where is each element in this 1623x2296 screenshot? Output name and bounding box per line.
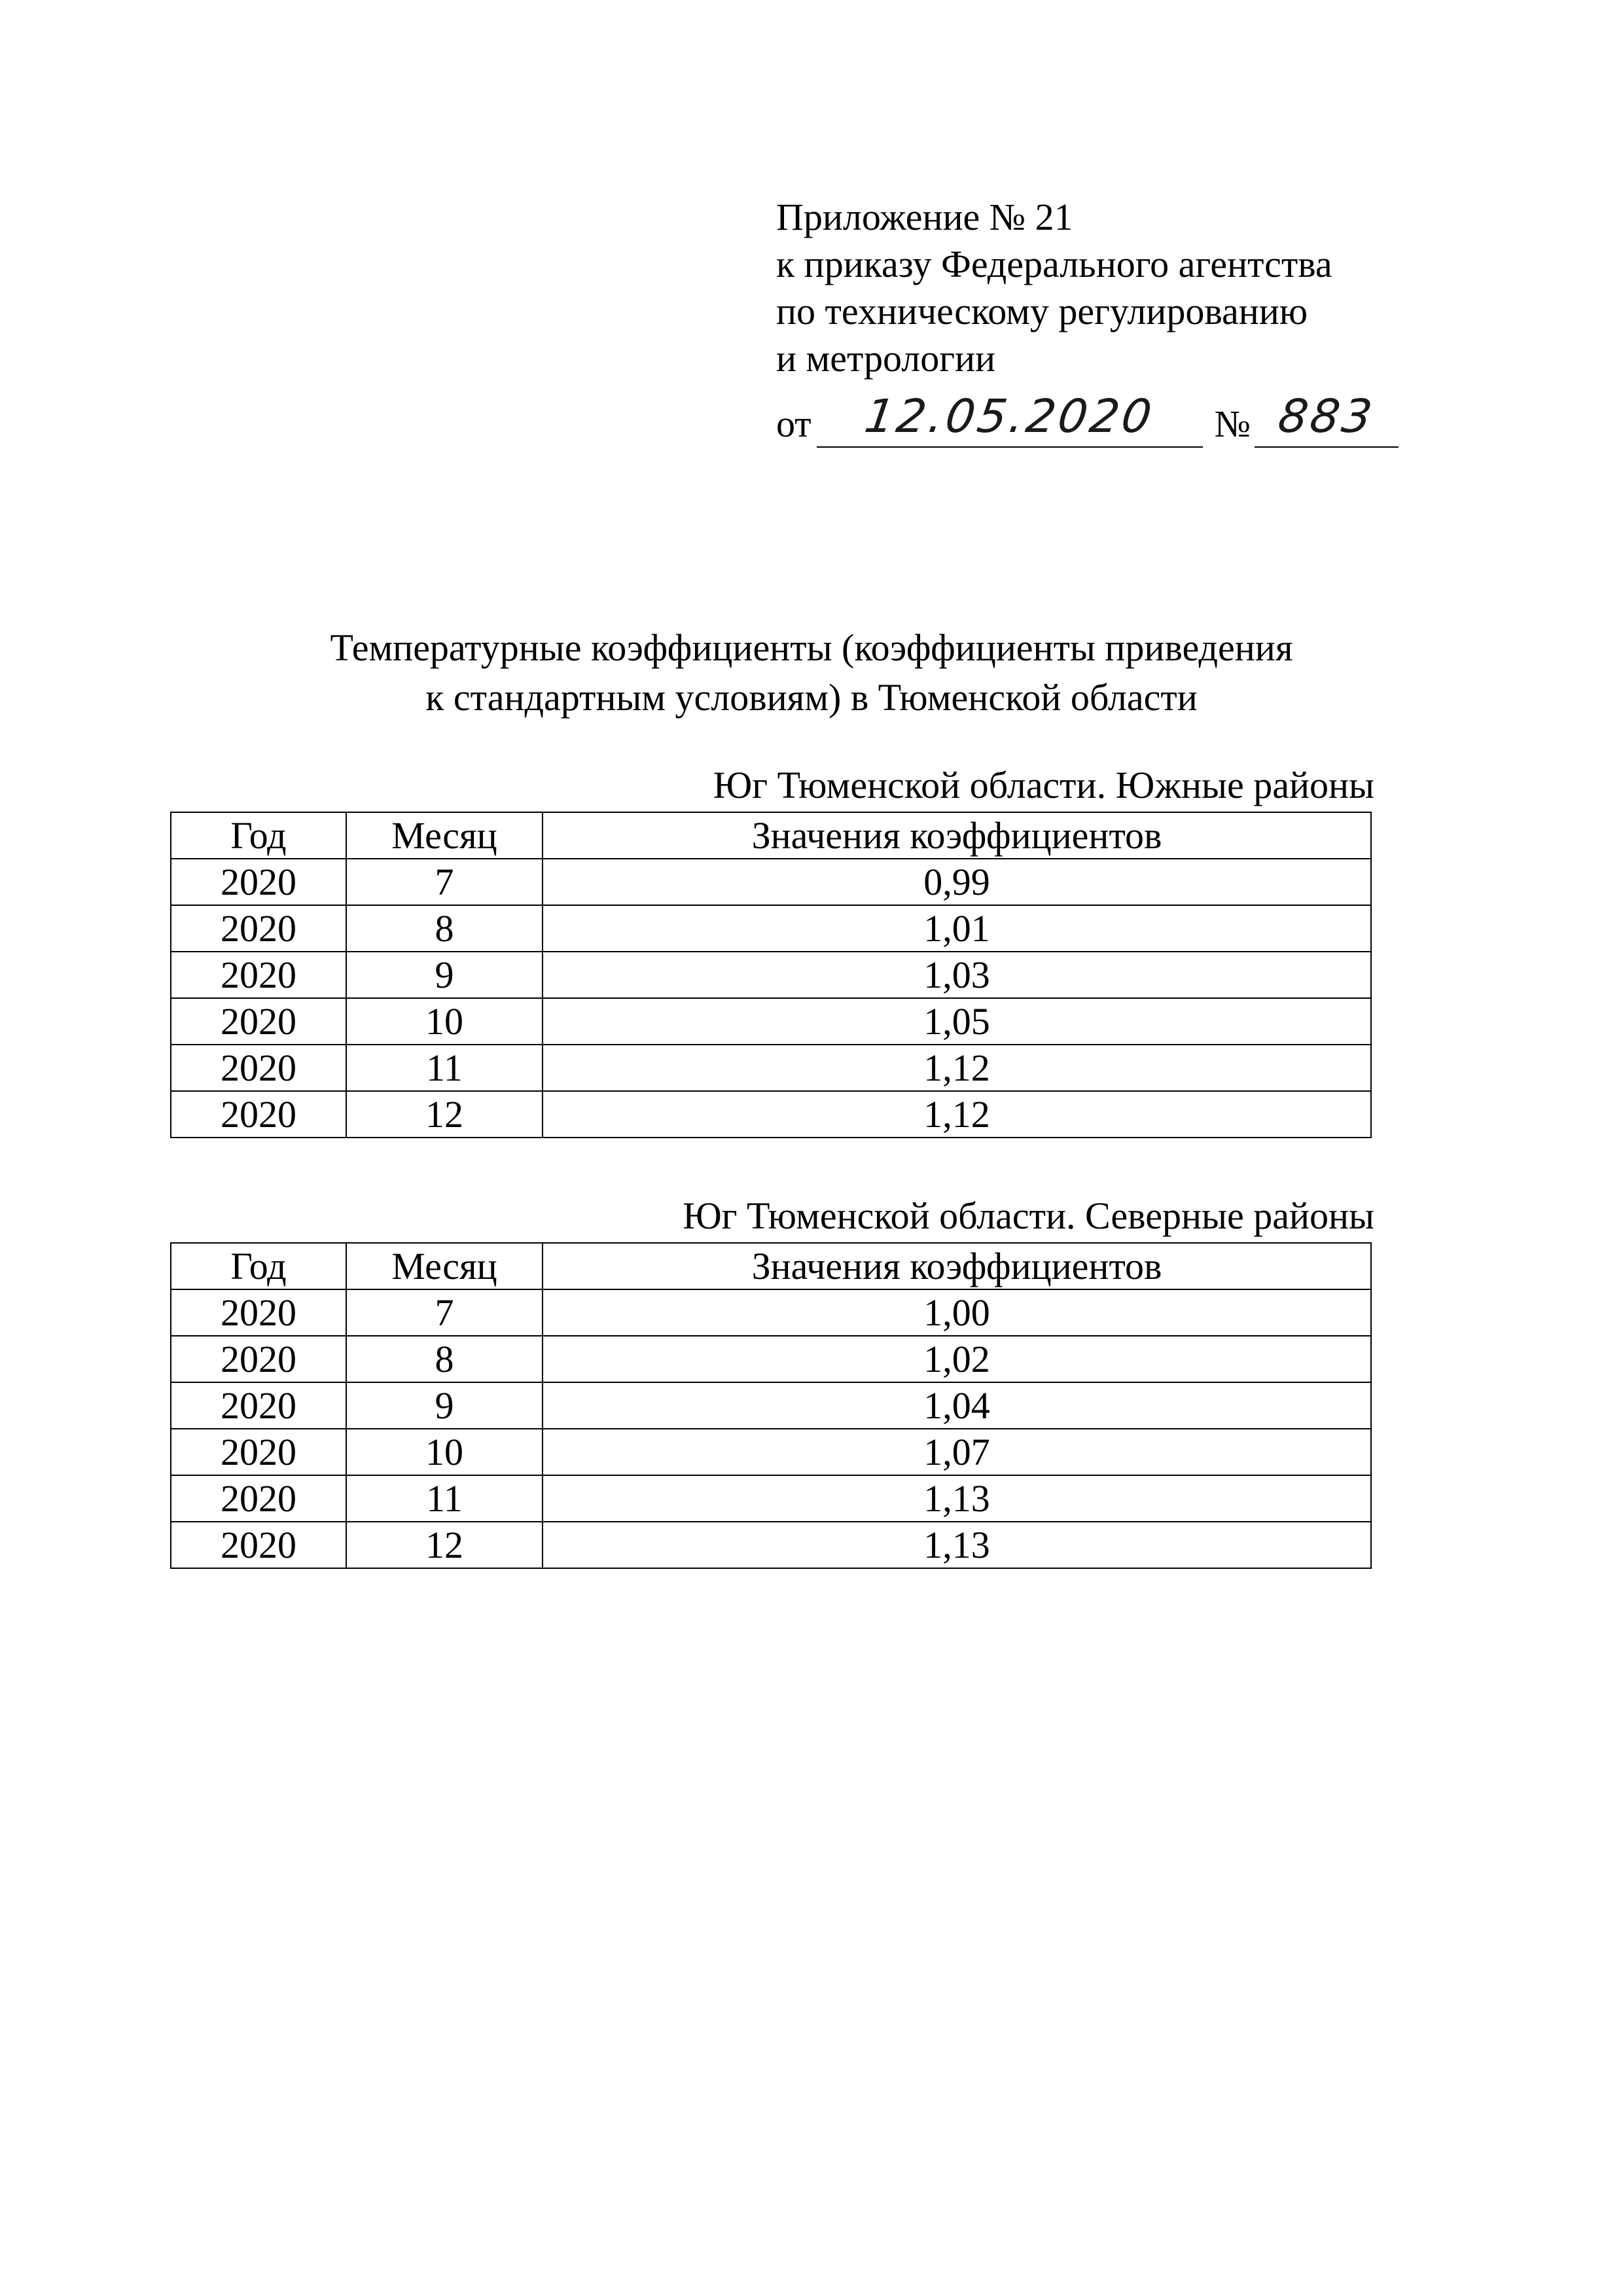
cell-year: 2020: [171, 905, 346, 952]
cell-value: 1,03: [543, 952, 1371, 998]
cell-value: 1,12: [543, 1091, 1371, 1138]
cell-value: 1,12: [543, 1045, 1371, 1091]
cell-month: 7: [346, 859, 543, 905]
coefficients-table-south: [170, 812, 1372, 1138]
table-header-row: [171, 812, 1371, 859]
cell-year: 2020: [171, 952, 346, 998]
table-row: [171, 905, 1371, 952]
cell-month: 9: [346, 1382, 543, 1429]
table-header-row: [171, 1243, 1371, 1289]
cell-value: 0,99: [543, 859, 1371, 905]
order-number-handwritten: 883: [1275, 389, 1378, 443]
table-caption-south: Юг Тюменской области. Южные районы: [713, 764, 1374, 806]
table-row: [171, 1045, 1371, 1091]
header-year: Год: [171, 812, 346, 859]
cell-value: 1,13: [543, 1475, 1371, 1522]
table-row: [171, 1475, 1371, 1522]
cell-month: 10: [346, 1429, 543, 1475]
cell-month: 9: [346, 952, 543, 998]
cell-value: 1,04: [543, 1382, 1371, 1429]
coefficients-table-north: [170, 1242, 1372, 1569]
table-row: [171, 952, 1371, 998]
cell-value: 1,01: [543, 905, 1371, 952]
cell-month: 12: [346, 1522, 543, 1568]
header-month: Месяц: [346, 1243, 543, 1289]
document-title: [0, 623, 1623, 723]
cell-year: 2020: [171, 1475, 346, 1522]
table-row: [171, 1429, 1371, 1475]
cell-month: 7: [346, 1289, 543, 1336]
table-row: [171, 1289, 1371, 1336]
cell-year: 2020: [171, 1091, 346, 1138]
cell-year: 2020: [171, 1522, 346, 1568]
attachment-agency-line-end: и метрологии: [776, 337, 996, 380]
order-number-field: [1255, 389, 1399, 448]
table-row: [171, 1336, 1371, 1382]
table-row: [171, 859, 1371, 905]
cell-month: 11: [346, 1045, 543, 1091]
header-value: Значения коэффициентов: [543, 812, 1371, 859]
cell-year: 2020: [171, 1336, 346, 1382]
cell-year: 2020: [171, 998, 346, 1045]
attachment-agency-line: по техническому регулированию: [776, 290, 1308, 332]
cell-value: 1,13: [543, 1522, 1371, 1568]
cell-value: 1,07: [543, 1429, 1371, 1475]
cell-month: 8: [346, 905, 543, 952]
attachment-header: [776, 194, 1399, 448]
order-date-field: [817, 389, 1203, 448]
cell-month: 10: [346, 998, 543, 1045]
cell-month: 12: [346, 1091, 543, 1138]
title-line-1: Температурные коэффициенты (коэффициенты приведения: [330, 626, 1293, 669]
table-row: [171, 1522, 1371, 1568]
attachment-order-ref: к приказу Федерального агентства: [776, 243, 1332, 285]
cell-year: 2020: [171, 1429, 346, 1475]
cell-year: 2020: [171, 1045, 346, 1091]
title-line-2: к стандартным условиям) в Тюменской области: [425, 676, 1198, 719]
attachment-number: Приложение № 21: [776, 196, 1073, 238]
cell-year: 2020: [171, 1382, 346, 1429]
cell-year: 2020: [171, 1289, 346, 1336]
cell-month: 8: [346, 1336, 543, 1382]
table-row: [171, 1091, 1371, 1138]
table-row: [171, 1382, 1371, 1429]
cell-month: 11: [346, 1475, 543, 1522]
header-value: Значения коэффициентов: [543, 1243, 1371, 1289]
cell-value: 1,05: [543, 998, 1371, 1045]
table-caption-north: Юг Тюменской области. Северные районы: [683, 1194, 1374, 1237]
cell-value: 1,02: [543, 1336, 1371, 1382]
order-date-handwritten: 12.05.2020: [861, 389, 1158, 443]
cell-value: 1,00: [543, 1289, 1371, 1336]
header-month: Месяц: [346, 812, 543, 859]
table-row: [171, 998, 1371, 1045]
header-year: Год: [171, 1243, 346, 1289]
number-prefix: №: [1214, 403, 1251, 445]
order-date-number-line: [776, 382, 1399, 448]
cell-year: 2020: [171, 859, 346, 905]
date-prefix: от: [776, 403, 812, 445]
